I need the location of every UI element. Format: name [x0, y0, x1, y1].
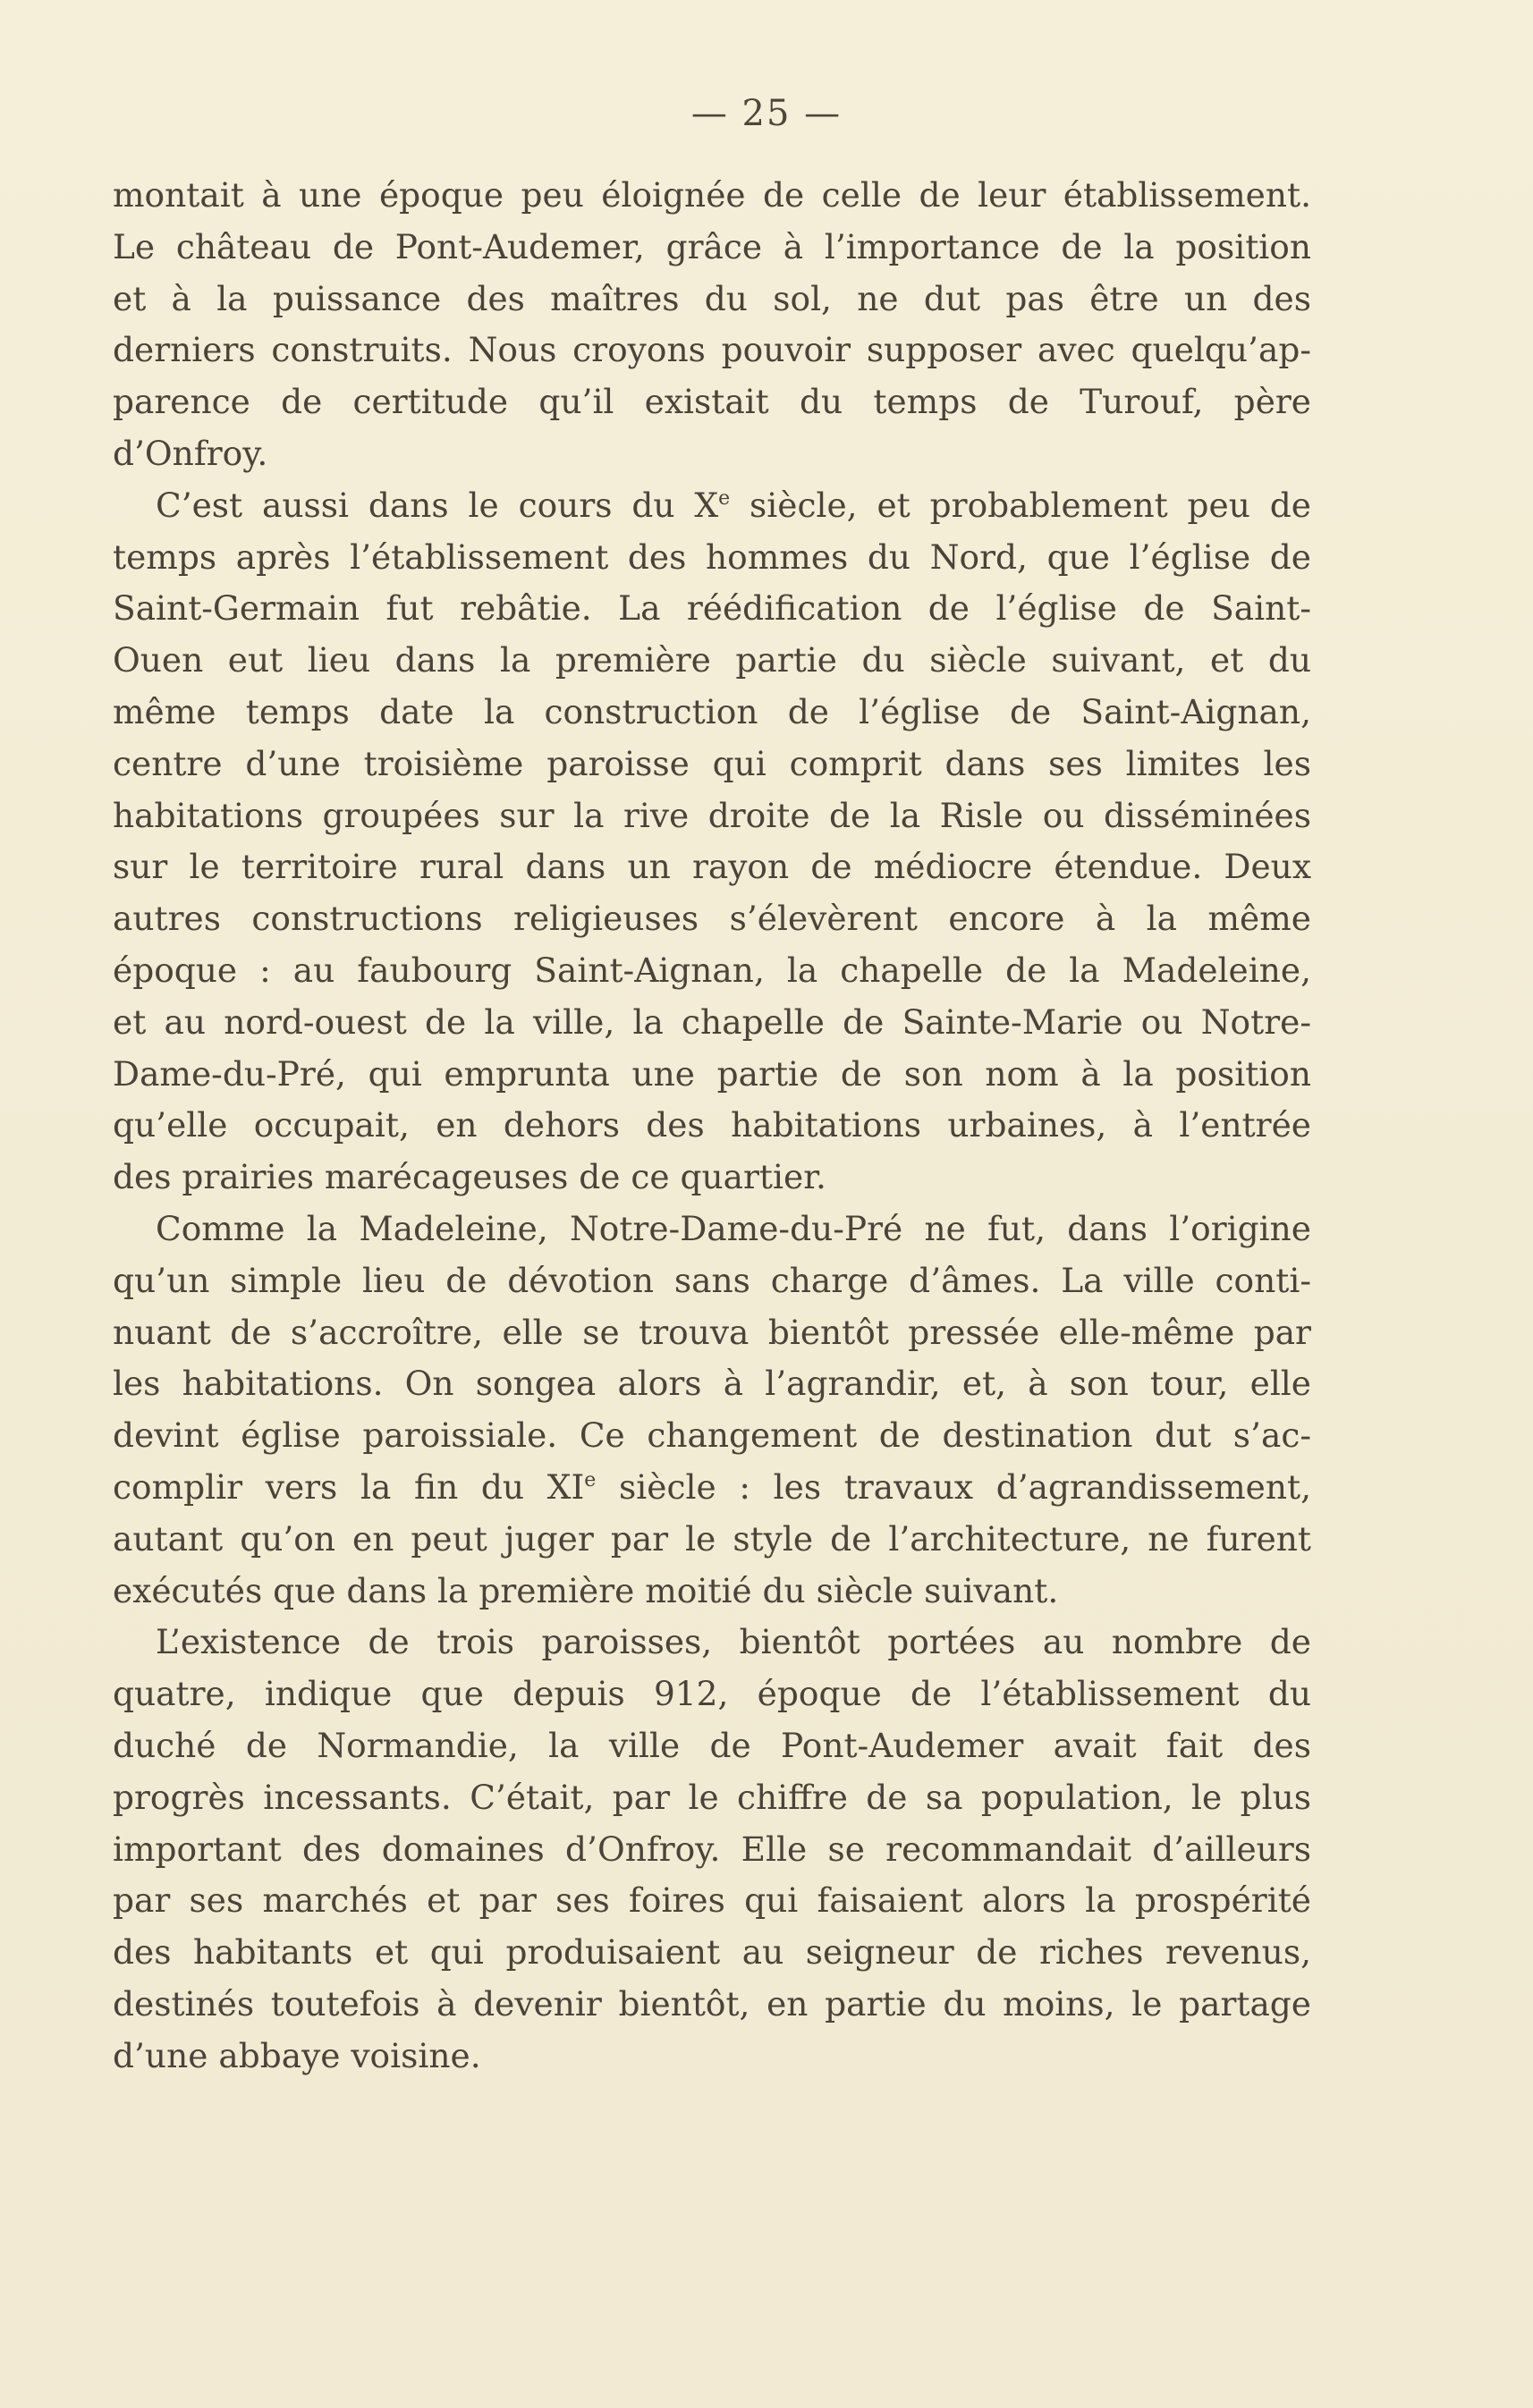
superscript: e	[718, 486, 731, 510]
text-line: et à la puissance des maîtres du sol, ne dut pas être un des	[113, 278, 1311, 318]
text-line: devint église paroissiale. Ce changement de destination dut s’ac-	[113, 1415, 1311, 1456]
text-line: derniers construits. Nous croyons pouvoir supposer avec quelqu’ap-	[113, 330, 1311, 370]
text-line: d’Onfroy.	[113, 433, 268, 473]
text-line: quatre, indique que depuis 912, époque de l’établissement du	[113, 1674, 1311, 1714]
text-line: parence de certitude qu’il existait du temps de Turouf, père	[113, 382, 1311, 422]
text-line: les habitations. On songea alors à l’agrandir, et, à son tour, elle	[113, 1364, 1311, 1404]
text-line: autres constructions religieuses s’élevèrent encore à la même	[113, 899, 1311, 939]
page-number: — 25 —	[690, 93, 843, 134]
text-line: d’une abbaye voisine.	[113, 2035, 481, 2075]
text-segment: C’est aussi dans le cours du X	[156, 485, 719, 525]
text-line: habitations groupées sur la rive droite de la Risle ou disséminées	[113, 795, 1311, 835]
text-line: temps après l’établissement des hommes du Nord, que l’église de	[113, 537, 1311, 577]
body-text	[113, 170, 1311, 2082]
text-line: montait à une époque peu éloignée de celle de leur établissement.	[113, 175, 1311, 215]
text-line: qu’elle occupait, en dehors des habitations urbaines, à l’entrée	[113, 1105, 1311, 1145]
text-line: Dame-du-Pré, qui emprunta une partie de son nom à la position	[113, 1053, 1311, 1094]
superscript: e	[584, 1468, 597, 1491]
text-line: et au nord-ouest de la ville, la chapelle de Sainte-Marie ou Notre-	[113, 1001, 1311, 1042]
text-line: Saint-Germain fut rebâtie. La réédification de l’église de Saint-	[113, 588, 1311, 629]
text-line: destinés toutefois à devenir bientôt, en partie du moins, le partage	[113, 1983, 1311, 2024]
text-line: Comme la Madeleine, Notre-Dame-du-Pré ne fut, dans l’origine	[156, 1208, 1311, 1248]
text-line: centre d’une troisième paroisse qui comprit dans ses limites les	[113, 743, 1311, 783]
text-line: autant qu’on en peut juger par le style de l’architecture, ne furent	[113, 1518, 1311, 1559]
text-line: même temps date la construction de l’église de Saint-Aignan,	[113, 691, 1311, 731]
text-line: Le château de Pont-Audemer, grâce à l’importance de la position	[113, 226, 1311, 266]
text-line: par ses marchés et par ses foires qui faisaient alors la prospérité	[113, 1880, 1311, 1921]
text-segment: siècle : les travaux d’agrandissement,	[596, 1466, 1312, 1507]
text-segment: complir vers la fin du XI	[113, 1466, 585, 1507]
text-line: nuant de s’accroître, elle se trouva bientôt pressée elle-même par	[113, 1312, 1311, 1352]
text-line: des habitants et qui produisaient au seigneur de riches revenus,	[113, 1932, 1311, 1973]
text-line: sur le territoire rural dans un rayon de médiocre étendue. Deux	[113, 847, 1311, 887]
text-line: important des domaines d’Onfroy. Elle se recommandait d’ailleurs	[113, 1829, 1311, 1869]
text-line: des prairies marécageuses de ce quartier.	[113, 1157, 826, 1197]
text-segment: siècle, et probablement peu de	[730, 485, 1311, 525]
text-line: L’existence de trois paroisses, bientôt portées au nombre de	[156, 1622, 1311, 1662]
text-line: époque : au faubourg Saint-Aignan, la chapelle de la Madeleine,	[113, 950, 1311, 990]
text-line: duché de Normandie, la ville de Pont-Audemer avait fait des	[113, 1725, 1311, 1765]
text-line: qu’un simple lieu de dévotion sans charge d’âmes. La ville conti-	[113, 1260, 1311, 1300]
text-line	[113, 1462, 1311, 1514]
text-line	[113, 480, 1311, 532]
text-line: exécutés que dans la première moitié du siècle suivant.	[113, 1570, 1059, 1610]
text-line: progrès incessants. C’était, par le chiffre de sa population, le plus	[113, 1777, 1311, 1817]
text-line: Ouen eut lieu dans la première partie du siècle suivant, et du	[113, 640, 1311, 680]
